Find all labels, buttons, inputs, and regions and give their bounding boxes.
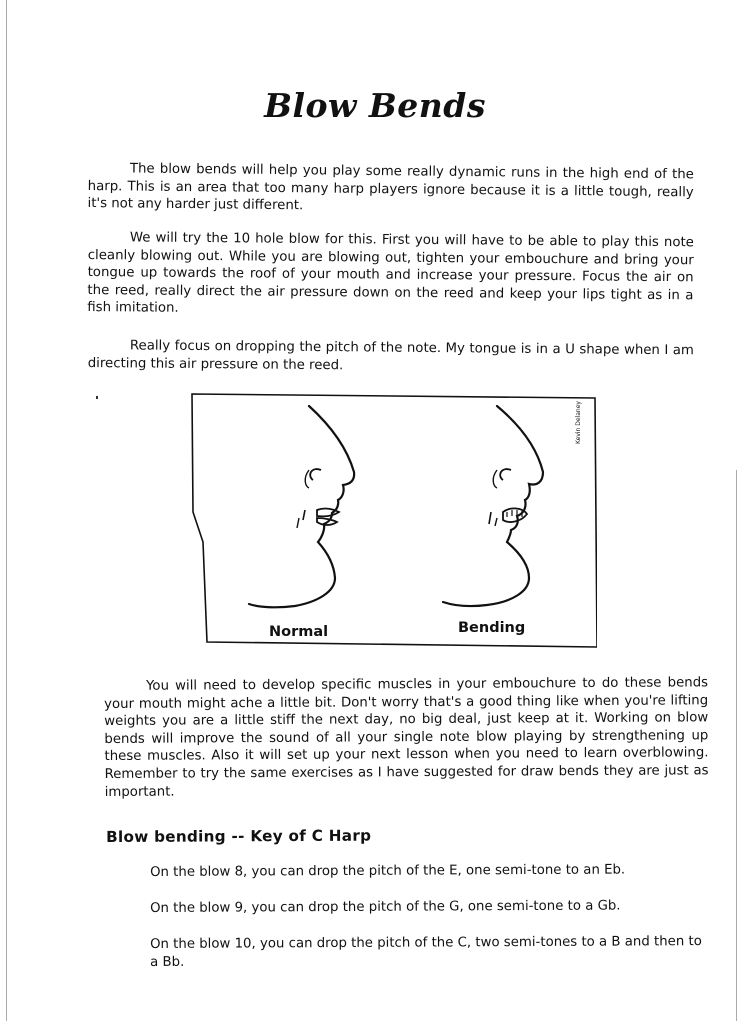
paragraph-text: We will try the 10 hole blow for this. First you will have to be able to play this note cleanly blowing out. While you are blowing out, tighten your embouchure and bring your tongue up towards the roof of your mouth and increase your pressure. Focus the air on the reed, really direct the air pressure down on the reed and keep your lips tight as in a fish imitation. (87, 230, 694, 317)
caption-normal: Normal (269, 624, 329, 640)
bend-note: On the blow 9, you can drop the pitch of the G, one semi-tone to a Gb. (150, 898, 621, 916)
bend-note: On the blow 10, you can drop the pitch of the C, two semi-tones to a B and then to a Bb. (150, 934, 702, 970)
normal-mouth-line (303, 510, 305, 520)
scan-edge (6, 0, 7, 1021)
normal-cheek-line (305, 470, 309, 488)
page-title: Blow Bends (264, 86, 486, 125)
caption-bending: Bending (458, 620, 526, 636)
embouchure-illustration (191, 392, 597, 648)
normal-face-outline (249, 406, 354, 607)
paragraph-text: You will need to develop specific muscles in your embouchure to do these bends your mouth might ache a little bit. Don't worry that's a good thing like when you're lifting weights you are a little stiff the next day, no big deal, just keep at it. Working on blow bends will improve the sound of all your single note blow playing by strengthening up these muscles. Also it will set up your next lesson when you need to learn overblowing. Remember to try the same exercises as I have suggested for draw bends they are just as important. (104, 675, 709, 800)
bend-note: On the blow 8, you can drop the pitch of the E, one semi-tone to an Eb. (150, 862, 626, 880)
bending-nostril (500, 469, 511, 480)
paragraph (87, 229, 694, 322)
paragraph-text: Really focus on dropping the pitch of the note. My tongue is in a U shape when I am directing this air pressure on the reed. (87, 338, 694, 373)
illustrator-credit: Kevin Delaney (575, 401, 582, 444)
scan-speck (96, 396, 98, 399)
bending-cheek-line (493, 470, 497, 488)
bending-face-outline (443, 406, 543, 606)
normal-upper-lip (317, 509, 339, 517)
paragraph (88, 337, 694, 377)
bending-chin-line (495, 518, 497, 526)
scan-edge (736, 470, 737, 1021)
paragraph (104, 674, 709, 801)
paragraph-text: The blow bends will help you play some really dynamic runs in the high end of the harp. This is an area that too many harp players ignore because it is a little tough, really it's not any harder just different. (87, 161, 694, 214)
bending-mouth-line (489, 512, 491, 524)
illustration-drawing (191, 392, 597, 648)
paragraph (87, 160, 694, 219)
normal-nostril (310, 469, 321, 480)
figure-frame (192, 394, 597, 647)
normal-chin-line (297, 518, 299, 528)
section-heading: Blow bending -- Key of C Harp (106, 826, 372, 846)
